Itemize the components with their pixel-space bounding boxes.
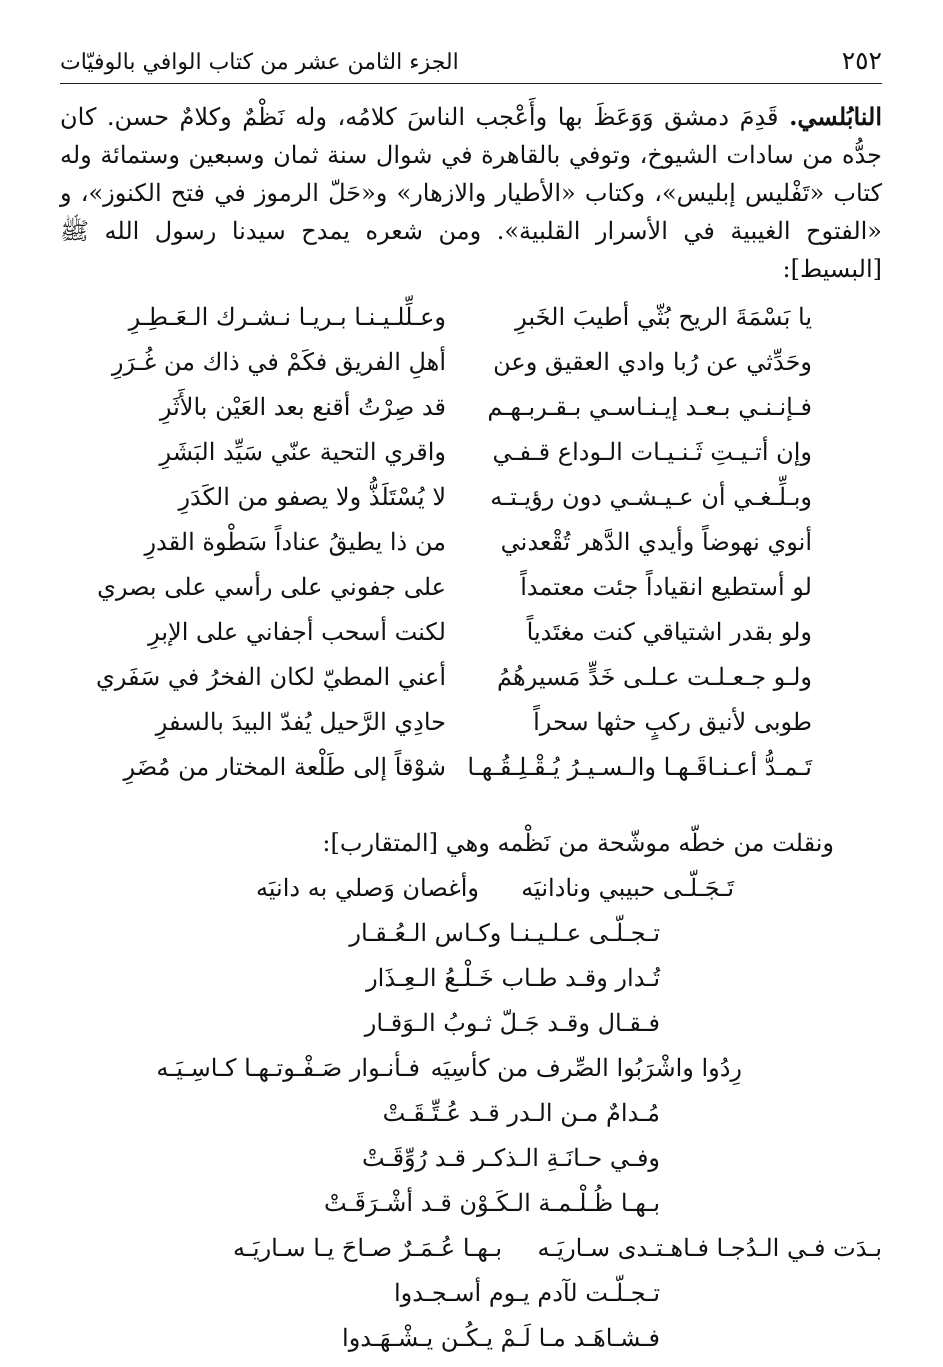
verse: [60, 744, 812, 789]
subject-name: النابُلسي.: [789, 102, 882, 131]
verse: [60, 294, 812, 339]
page-number: ٢٥٢: [841, 46, 882, 75]
matla-second: بـهـا عُـمَـرٌ صـاحَ يـا سـاريَـه: [233, 1233, 502, 1262]
muwashshah-line: تـجـلّـى عـلـيـنـا وكـاس الـعُـقـار: [349, 918, 660, 947]
verse-second-hemistich: من ذا يطيقُ عناداً سَطْوة القدرِ: [144, 527, 446, 556]
verse-first-hemistich: طوبى لأنيق ركبٍ حثها سحراً: [533, 707, 812, 736]
muwashshah-line: بـهـا ظُـلْـمـة الـكَـوْن قـد أشْـرَقَـتْ: [323, 1188, 660, 1217]
verse-first-hemistich: وبـلِّـغـي أن عـيـشـي دون رؤيـتـه: [490, 482, 812, 511]
verse-first-hemistich: وإن أتـيـتِ ثَـنـيـات الـوداع قـفـي: [492, 437, 812, 466]
verse-second-hemistich: شوْقاً إلى طَلْعة المختار من مُضَرِ: [123, 752, 446, 781]
verse-first-hemistich: تَـمـدُّ أعـنـاقَـهـا والـسـيـرُ يُـقْـلِـقُـهـا: [467, 752, 812, 781]
verse-first-hemistich: لو أستطيع انقياداً جئت معتمداً: [520, 572, 812, 601]
verse: [60, 654, 812, 699]
verse: [60, 474, 812, 519]
muwashshah-line: تـجـلّـت لآدم يـوم أسـجـدوا: [394, 1278, 660, 1307]
poem: [60, 294, 812, 789]
verse: [60, 339, 812, 384]
verse-second-hemistich: واقري التحية عنّي سَيِّد البَشَرِ: [159, 437, 446, 466]
biography-paragraph: [60, 98, 882, 288]
matla-second: وأغصان وَصلي به دانيَه: [255, 873, 479, 902]
muwashshah-line: مُـدامٌ مـن الـدر قـد عُـتِّـقَـتْ: [382, 1098, 660, 1127]
verse: [60, 609, 812, 654]
verse-second-hemistich: قد صِرْتُ أقنع بعد العَيْن بالأَثَرِ: [159, 392, 446, 421]
matla-first: بـدَت فـي الـدُجـا فـاهـتـدى سـاريَـه: [537, 1233, 882, 1262]
verse-second-hemistich: لا يُسْتَلَذُّ ولا يصفو من الكَدَرِ: [178, 482, 446, 511]
matla-first: تَـجَـلّـى حبيبي ونادانيَه: [521, 873, 734, 902]
matla-second: فـأنـوار صَـفْـوتـهـا كـاسِـيَـه: [156, 1053, 420, 1082]
muwashshah-line: فـشـاهَـد مـا لَـمْ يـكُـن يـشْـهَـدوا: [342, 1323, 660, 1352]
verse-second-hemistich: أهلِ الفريق فكَمْ في ذاك من غُـرَرِ: [111, 347, 446, 376]
muwashshah-line: تُـدار وقـد طـاب خَـلْـعُ الـعِـذَار: [366, 963, 660, 992]
biography-text: قَدِمَ دمشق وَوَعَظَ بها وأَعْجب الناسَ كلامُه، وله نَظْمٌ وكلامٌ حسن. كان جدُّه من سادات الشيوخ، وتوفي بالقاهرة في شوال سنة ثمان وسبعين وستمائة وله كتاب «تَفْليس إبليس»، وكتاب «الأطيار والازهار» و«حَلّ الرموز في فتح الكنوز»، و «الفتوح الغيبية في الأسرار القلبية». ومن شعره يمدح سيدنا رسول الله ﷺ [البسيط]:: [60, 103, 882, 283]
verse: [60, 699, 812, 744]
verse-first-hemistich: ولو بقدر اشتياقي كنت مغتَدياً: [526, 617, 812, 646]
verse-first-hemistich: أنوي نهوضاً وأيدي الدَّهر تُقْعدني: [500, 527, 812, 556]
verse-second-hemistich: على جفوني على رأسي على بصري: [97, 572, 446, 601]
verse: [60, 564, 812, 609]
muwashshah-matla: [60, 1225, 882, 1270]
matla-first: رِدُوا واشْرَبُوا الصِّرف من كأسِيَه: [430, 1053, 742, 1082]
muwashshah-line: فـقـال وقـد جَـلّ ثـوبُ الـوَقـار: [364, 1008, 660, 1037]
verse: [60, 519, 812, 564]
verse-second-hemistich: حادِي الرَّحيل يُفدّ البيدَ بالسفرِ: [155, 707, 446, 736]
running-title: الجزء الثامن عشر من كتاب الوافي بالوفيّات: [60, 50, 459, 75]
verse-first-hemistich: يا بَسْمَةَ الريح بُثّي أطيبَ الخَبرِ: [515, 302, 812, 331]
muwashshah-intro: ونقلت من خطّه موشّحة من نَظْمه وهي [المتقارب]:: [322, 829, 834, 857]
muwashshah-line: وفـي حـانَـةِ الـذكـر قـد رُوِّقَـتْ: [361, 1143, 660, 1172]
muwashshah-matla: [60, 1045, 742, 1090]
verse-first-hemistich: وحَدِّثي عن رُبا وادي العقيق وعن: [493, 347, 812, 376]
muwashshah: [60, 865, 882, 1360]
verse-second-hemistich: أعني المطيّ لكان الفخرُ في سَفَري: [95, 662, 446, 691]
book-page: [60, 46, 882, 1360]
verse: [60, 384, 812, 429]
verse-first-hemistich: ولـو جـعـلـت عـلـى خَدٍّ مَسيرهُمُ: [496, 662, 812, 691]
verse-second-hemistich: وعـلِّلـيـنـا بـريـا نـشـرك الـعَـطِـرِ: [128, 302, 446, 331]
verse-second-hemistich: لكنت أسحب أجفاني على الإبرِ: [148, 617, 446, 646]
verse-first-hemistich: فـإنـنـي بـعـد إيـنـاسـي بـقـربـهـم: [487, 392, 812, 421]
verse: [60, 429, 812, 474]
page-header: [60, 46, 882, 84]
muwashshah-matla: [60, 865, 734, 910]
